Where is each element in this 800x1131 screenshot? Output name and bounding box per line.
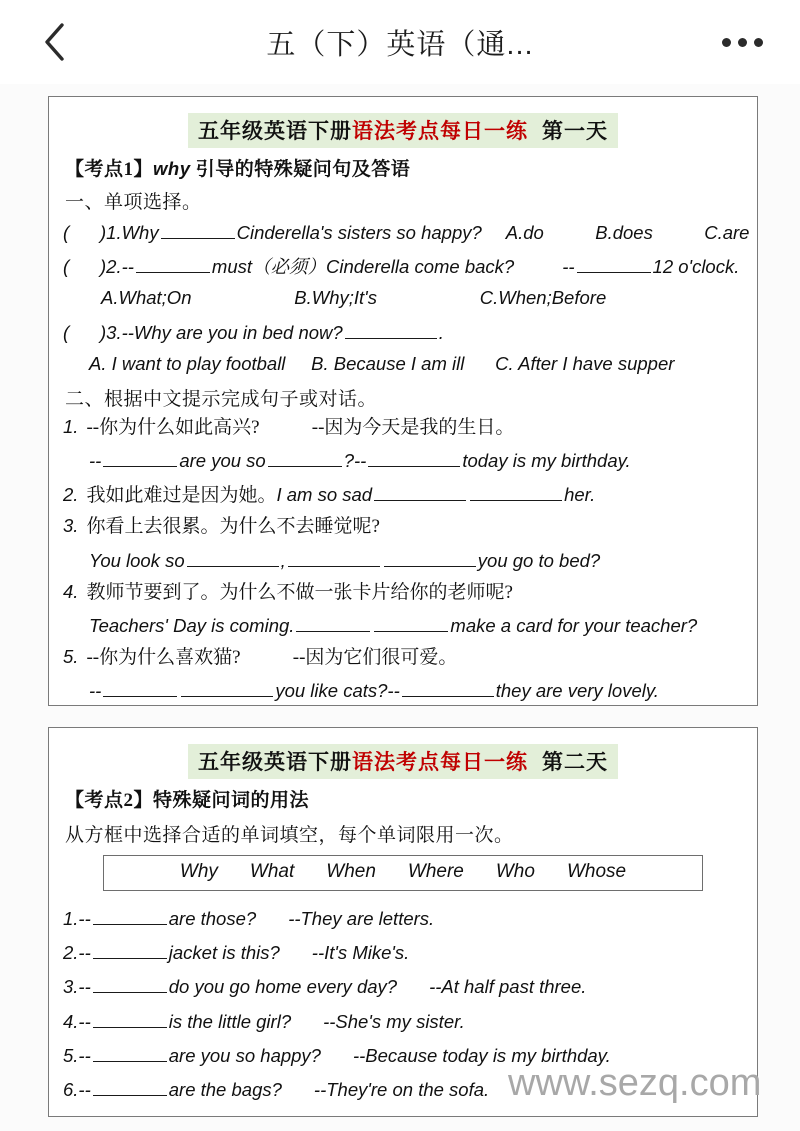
banner-lead: 五年级英语下册 xyxy=(198,119,352,143)
item-number: 3.-- xyxy=(63,976,91,998)
answer-blank[interactable] xyxy=(384,547,476,567)
banner-highlight: 语法考点每日一练 xyxy=(352,750,528,774)
section-heading-1: 一、单项选择。 xyxy=(65,192,202,213)
word-bank-item[interactable]: When xyxy=(326,861,376,882)
answer-reply-lead: ?-- xyxy=(343,450,367,472)
mc-question-1 xyxy=(63,219,750,245)
mc-question-3-options xyxy=(63,353,743,376)
back-button[interactable] xyxy=(28,16,80,68)
mc-question-2 xyxy=(63,253,743,279)
answer-lead: Teachers' Day is coming. xyxy=(89,614,295,636)
page-title: 五（下）英语（通... xyxy=(266,28,534,61)
answer-blank[interactable] xyxy=(374,612,448,632)
question-stem: -- xyxy=(121,256,134,278)
answer-blank[interactable] xyxy=(93,905,167,925)
knowledge-point-rest: 特殊疑问词的用法 xyxy=(153,790,310,811)
wordbank-question-2 xyxy=(63,939,743,965)
word-bank-item[interactable]: Where xyxy=(407,861,464,882)
question-reply-lead: -- xyxy=(562,256,575,278)
item-number: 1.-- xyxy=(63,908,91,929)
fill-question-4 xyxy=(63,581,743,604)
worksheet-banner xyxy=(63,744,743,779)
site-watermark: www.sezq.com xyxy=(508,1062,762,1104)
answer-lead: -- xyxy=(89,450,102,472)
fill-question-2 xyxy=(63,481,743,507)
question-stem-cont: must（必须）Cinderella come back? xyxy=(211,256,515,278)
item-chinese: 我如此难过是因为她。 xyxy=(86,485,277,507)
wordbank-question-4 xyxy=(63,1008,743,1034)
item-number: 2. xyxy=(63,484,79,506)
answer-blank[interactable] xyxy=(296,612,370,632)
answer-lead: You look so xyxy=(89,549,185,571)
answer-text: --They're on the sofa. xyxy=(313,1078,490,1100)
more-horizontal-icon xyxy=(722,38,731,47)
answer-tail: you go to bed? xyxy=(477,549,601,571)
question-text: are you so happy? xyxy=(168,1044,321,1066)
answer-blank[interactable] xyxy=(368,447,460,467)
item-number: 5.-- xyxy=(63,1044,91,1066)
question-stem: --Why are you in bed now? xyxy=(121,321,343,343)
question-text: is the little girl? xyxy=(168,1010,292,1032)
word-bank-item[interactable]: What xyxy=(249,861,295,882)
answer-blank[interactable] xyxy=(103,447,177,467)
item-number: 2.-- xyxy=(63,942,91,964)
answer-blank[interactable] xyxy=(103,677,177,697)
answer-tail: make a card for your teacher? xyxy=(450,614,698,636)
answer-text: --She's my sister. xyxy=(323,1010,465,1032)
wordbank-question-3 xyxy=(63,973,743,999)
fill-question-3 xyxy=(63,515,743,538)
question-options: A.do B.does C.are xyxy=(505,222,750,243)
fill-answer-1 xyxy=(63,447,743,473)
fill-answer-5 xyxy=(63,677,743,703)
question-marker: ( )1. xyxy=(63,222,122,243)
answer-blank[interactable] xyxy=(181,677,273,697)
answer-text: --At half past three. xyxy=(429,976,587,998)
answer-tail: today is my birthday. xyxy=(462,450,631,472)
answer-lead: -- xyxy=(89,680,102,702)
question-options: A. I want to play football B. Because I am ill C. After I have supper xyxy=(89,352,675,374)
answer-tail: they are very lovely. xyxy=(495,680,659,702)
answer-blank[interactable] xyxy=(93,939,167,959)
section-heading-2: 二、根据中文提示完成句子或对话。 xyxy=(65,388,378,410)
item-number: 1. xyxy=(63,415,79,437)
more-horizontal-icon xyxy=(738,38,747,47)
answer-blank[interactable] xyxy=(136,253,210,273)
knowledge-point-heading xyxy=(65,785,743,812)
banner-highlight: 语法考点每日一练 xyxy=(352,119,528,143)
mc-question-2-options xyxy=(63,287,743,310)
more-options-button[interactable] xyxy=(712,19,772,65)
question-text: are the bags? xyxy=(168,1078,282,1100)
fill-question-5 xyxy=(63,646,743,669)
answer-text: --Because today is my birthday. xyxy=(352,1044,611,1066)
fill-answer-4 xyxy=(63,612,743,638)
banner-day: 第一天 xyxy=(542,119,608,143)
worksheet-card-day1 xyxy=(48,96,758,706)
answer-comma: , xyxy=(280,549,286,571)
answer-mid: you like cats?-- xyxy=(275,680,400,702)
question-marker: ( )2. xyxy=(63,256,122,278)
answer-blank[interactable] xyxy=(187,547,279,567)
answer-mid: are you so xyxy=(179,450,266,472)
wordbank-question-1 xyxy=(63,905,743,931)
more-horizontal-icon xyxy=(754,38,763,47)
question-text: do you go home every day? xyxy=(168,976,398,998)
question-stem: Why xyxy=(121,222,159,243)
wordbank-question-5 xyxy=(63,1042,743,1068)
question-reply-tail: 12 o'clock. xyxy=(652,256,740,278)
answer-tail: her. xyxy=(564,484,596,506)
fill-answer-3 xyxy=(63,547,743,573)
item-chinese: 你看上去很累。为什么不去睡觉呢? xyxy=(86,516,380,538)
answer-blank[interactable] xyxy=(402,677,494,697)
wordbank-question-6 xyxy=(63,1076,743,1102)
worksheet-card-day2 xyxy=(48,727,758,1117)
item-chinese: --你为什么喜欢猫? --因为它们很可爱。 xyxy=(86,647,458,669)
knowledge-point-heading xyxy=(65,154,743,181)
answer-blank[interactable] xyxy=(288,547,380,567)
answer-blank[interactable] xyxy=(161,219,235,239)
question-text: jacket is this? xyxy=(168,942,280,964)
item-chinese: 教师节要到了。为什么不做一张卡片给你的老师呢? xyxy=(86,581,513,603)
answer-blank[interactable] xyxy=(93,1076,167,1096)
app-header xyxy=(0,0,800,84)
question-marker: ( )3. xyxy=(63,321,122,343)
word-bank-item[interactable]: Whose xyxy=(566,861,627,882)
answer-blank[interactable] xyxy=(345,319,437,339)
answer-blank[interactable] xyxy=(268,447,342,467)
item-number: 4. xyxy=(63,580,79,602)
item-number: 3. xyxy=(63,515,79,537)
answer-blank[interactable] xyxy=(93,973,167,993)
item-number: 5. xyxy=(63,646,79,668)
question-stem-tail: . xyxy=(438,321,444,343)
answer-text: --It's Mike's. xyxy=(311,942,410,964)
banner-day: 第二天 xyxy=(542,750,608,774)
banner-text xyxy=(188,744,618,779)
answer-blank[interactable] xyxy=(93,1042,167,1062)
item-number: 6.-- xyxy=(63,1078,91,1100)
answer-blank[interactable] xyxy=(577,253,651,273)
banner-lead: 五年级英语下册 xyxy=(198,750,352,774)
mc-question-3 xyxy=(63,319,743,345)
knowledge-point-en: why xyxy=(153,158,191,179)
question-stem-cont: Cinderella's sisters so happy? xyxy=(236,222,482,243)
knowledge-point-tag: 【考点1】 xyxy=(65,159,154,180)
item-chinese: --你为什么如此高兴? --因为今天是我的生日。 xyxy=(86,416,515,438)
chevron-left-icon xyxy=(41,21,67,63)
word-bank-item[interactable]: Who xyxy=(495,861,535,882)
knowledge-point-rest: 引导的特殊疑问句及答语 xyxy=(190,159,411,180)
knowledge-point-tag: 【考点2】 xyxy=(65,790,154,811)
banner-text xyxy=(188,113,618,148)
answer-text: --They are letters. xyxy=(288,908,435,929)
question-options: A.What;On B.Why;It's C.When;Before xyxy=(101,287,607,309)
answer-blank[interactable] xyxy=(374,481,466,501)
answer-blank[interactable] xyxy=(470,481,562,501)
worksheet-banner xyxy=(63,113,743,148)
item-number: 4.-- xyxy=(63,1010,91,1032)
word-bank-box xyxy=(103,855,703,891)
fill-question-1 xyxy=(63,416,743,439)
instruction-text: 从方框中选择合适的单词填空，每个单词限用一次。 xyxy=(65,825,514,846)
answer-blank[interactable] xyxy=(93,1008,167,1028)
question-text: are those? xyxy=(168,908,257,929)
word-bank-item[interactable]: Why xyxy=(179,861,218,882)
answer-lead: I am so sad xyxy=(276,484,373,506)
